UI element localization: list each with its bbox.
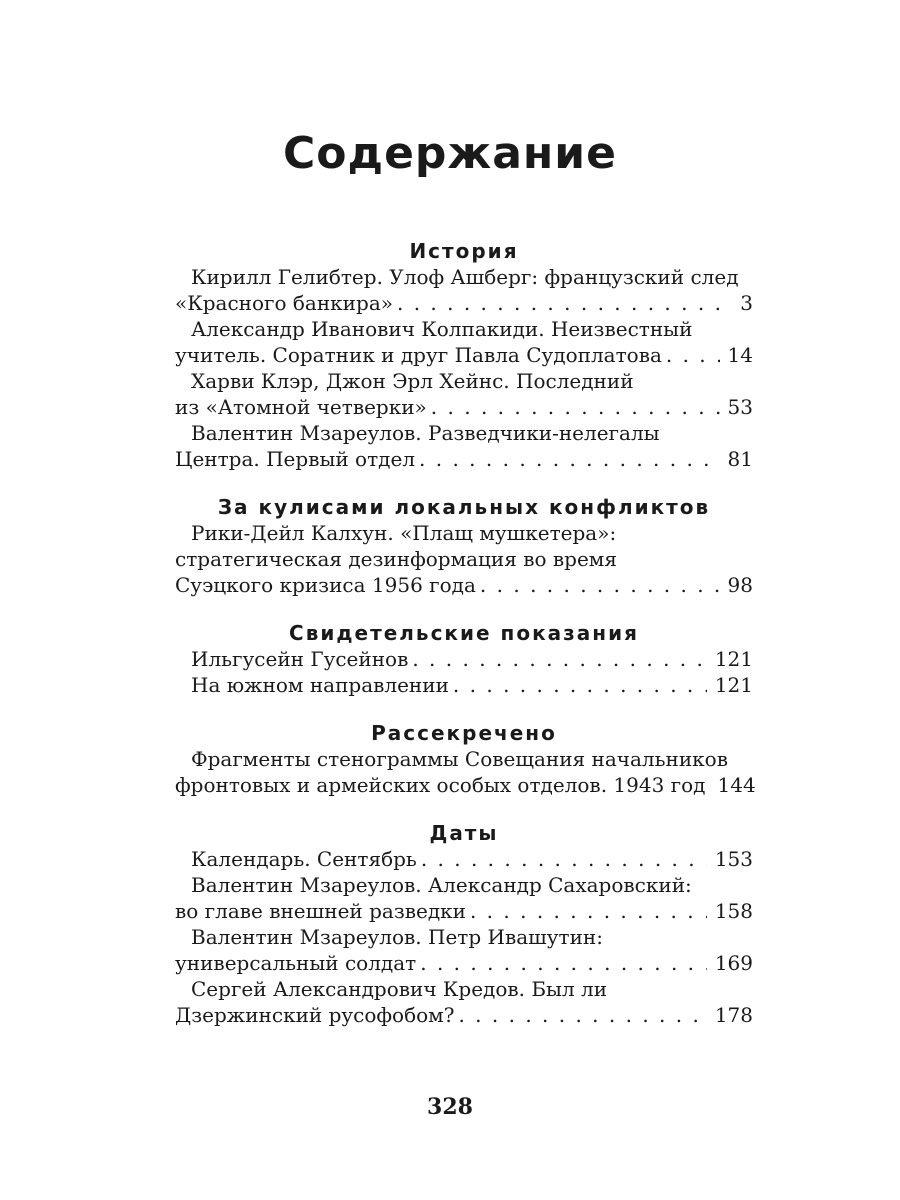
toc-section-testimonies [175,620,753,698]
dot-leader [470,898,707,924]
entry-line: во главе внешней разведки [175,899,466,923]
toc-entry[interactable] [175,264,753,316]
entry-page-number: 81 [727,447,753,471]
entry-line: Центра. Первый отдел [175,447,416,471]
entry-line: Суэцкого кризиса 1956 года [175,573,476,597]
entry-page-number: 98 [727,573,753,597]
toc-entry[interactable] [175,846,753,872]
toc-section-dates [175,820,753,1028]
entry-page-number: 178 [714,1003,753,1027]
entry-line: учитель. Соратник и друг Павла Судоплатова [175,343,662,367]
dot-leader [453,672,707,698]
dot-leader [397,290,732,316]
toc-entry[interactable] [175,420,753,472]
dot-leader [431,394,720,420]
page-title: Содержание [283,128,617,179]
dot-leader [666,342,720,368]
toc-entry[interactable] [175,368,753,420]
entry-line: Валентин Мзареулов. Петр Ивашутин: [191,925,603,949]
entry-line: Кирилл Гелибтер. Улоф Ашберг: французский след [191,265,739,289]
entry-line: Рики-Дейл Калхун. «Плащ мушкетера»: [191,521,617,545]
entry-page-number: 121 [714,673,753,697]
entry-line: Александр Иванович Колпакиди. Неизвестный [191,317,693,341]
dot-leader [480,572,720,598]
toc-entry[interactable] [175,520,753,598]
entry-page-number: 144 [717,773,756,797]
toc-entry[interactable] [175,672,753,698]
entry-page-number: 121 [714,647,753,671]
entry-line: Валентин Мзареулов. Александр Сахаровский: [191,873,692,897]
entry-line: Фрагменты стенограммы Совещания начальников [191,747,728,771]
section-heading: За кулисами локальных конфликтов [217,495,711,519]
entry-page-number: 158 [714,899,753,923]
section-heading: Даты [429,821,499,845]
entry-line: «Красного банкира» [175,291,393,315]
entry-page-number: 53 [727,395,753,419]
toc-entry[interactable] [175,872,753,924]
toc-entry[interactable] [175,924,753,976]
section-heading: История [409,239,519,263]
entry-page-number: 153 [714,847,753,871]
entry-line: Дзержинский русофобом? [175,1003,455,1027]
entry-line: Сергей Александрович Кредов. Был ли [191,977,608,1001]
entry-line: Валентин Мзареулов. Разведчики-нелегалы [191,421,660,445]
dot-leader [419,446,720,472]
entry-line: универсальный солдат [175,951,417,975]
entry-line: Ильгусейн Гусейнов [191,647,409,671]
dot-leader [458,1002,706,1028]
page-footer-number: 328 [427,1094,473,1120]
toc-section-history [175,238,753,472]
entry-page-number: 3 [740,291,753,315]
entry-line: из «Атомной четверки» [175,395,427,419]
entry-line: На южном направлении [191,673,449,697]
entry-page-number: 169 [714,951,753,975]
entry-page-number: 14 [727,343,753,367]
toc-entry[interactable] [175,976,753,1028]
entry-line: Календарь. Сентябрь [191,847,417,871]
section-heading: Рассекречено [371,721,557,745]
dot-leader [420,950,707,976]
toc-entry[interactable] [175,746,756,798]
entry-line: стратегическая дезинформация во время [175,547,617,571]
toc-section-local-conflicts [175,494,753,598]
toc-entry[interactable] [175,316,753,368]
section-heading: Свидетельские показания [289,621,639,645]
toc-entry[interactable] [175,646,753,672]
entry-line: Харви Клэр, Джон Эрл Хейнс. Последний [191,369,634,393]
entry-line: фронтовых и армейских особых отделов. 1943 год [175,773,706,797]
table-of-contents [175,238,756,1028]
toc-section-declassified [175,720,756,798]
dot-leader [421,846,707,872]
dot-leader [412,646,706,672]
